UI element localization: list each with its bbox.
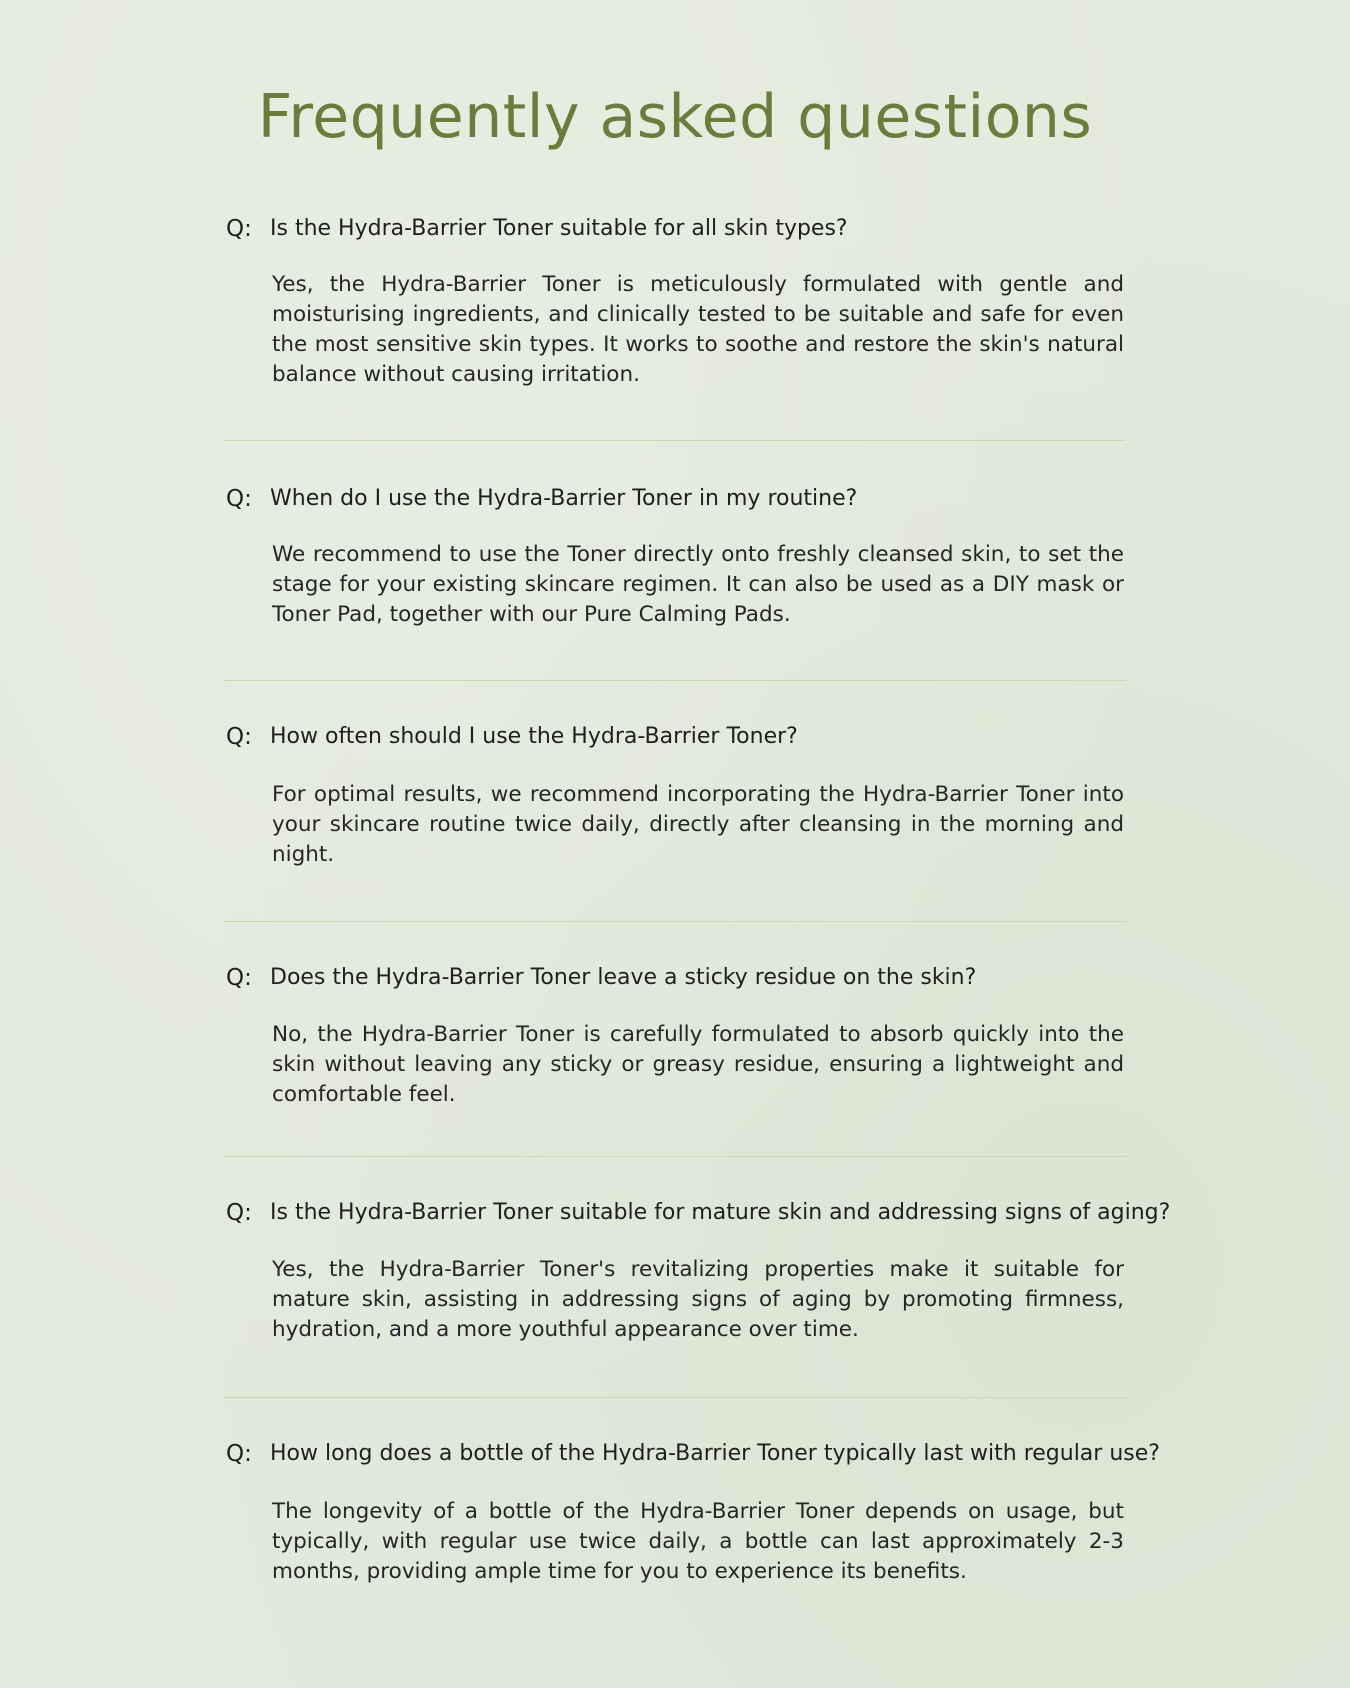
faq-item: [224, 486, 1124, 627]
question-text: Does the Hydra-Barrier Toner leave a sticky residue on the skin?: [270, 965, 977, 990]
faq-divider: [224, 921, 1126, 922]
question-text: Is the Hydra-Barrier Toner suitable for mature skin and addressing signs of aging?: [270, 1200, 1171, 1225]
page-title: Frequently asked questions: [257, 82, 1093, 152]
question-label: Q:: [226, 724, 252, 750]
question-label: Q:: [226, 1200, 252, 1226]
faq-question-row: [224, 724, 1124, 760]
faq-item: [224, 1200, 1171, 1342]
faq-item: [224, 216, 1124, 387]
question-label: Q:: [226, 965, 252, 991]
faq-divider: [224, 1397, 1126, 1398]
answer-text: Yes, the Hydra-Barrier Toner's revitalizing properties make it suitable for mature skin, assisting in addressing signs of aging by promoting firmness, hydration, and a more youthful appearance over time.: [272, 1257, 1124, 1342]
answer-text: For optimal results, we recommend incorporating the Hydra-Barrier Toner into your skincare routine twice daily, directly after cleansing in the morning and night.: [272, 782, 1124, 867]
faq-item: [224, 724, 1124, 867]
answer-text: The longevity of a bottle of the Hydra-Barrier Toner depends on usage, but typically, with regular use twice daily, a bottle can last approximately 2-3 months, providing ample time for you to experience its benefits.: [272, 1499, 1124, 1584]
question-text: Is the Hydra-Barrier Toner suitable for all skin types?: [270, 216, 848, 241]
question-text: When do I use the Hydra-Barrier Toner in my routine?: [270, 486, 858, 511]
faq-question-row: [224, 1441, 1160, 1477]
answer-text: No, the Hydra-Barrier Toner is carefully formulated to absorb quickly into the skin without leaving any sticky or greasy residue, ensuring a lightweight and comfortable feel.: [272, 1022, 1124, 1107]
question-text: How often should I use the Hydra-Barrier Toner?: [270, 724, 798, 749]
faq-question-row: [224, 965, 1124, 1001]
faq-item: [224, 965, 1124, 1107]
faq-question-row: [224, 486, 1124, 522]
faq-divider: [224, 440, 1126, 441]
faq-question-row: [224, 216, 1124, 252]
answer-text: Yes, the Hydra-Barrier Toner is meticulously formulated with gentle and moisturising ingredients, and clinically tested to be suitable and safe for even the most sensitive skin types. It works to soothe and restore the skin's natural balance without causing irritation.: [272, 272, 1124, 387]
question-text: How long does a bottle of the Hydra-Barrier Toner typically last with regular use?: [270, 1441, 1160, 1466]
question-label: Q:: [226, 1441, 252, 1467]
question-label: Q:: [226, 486, 252, 512]
faq-divider: [224, 1156, 1126, 1157]
faq-question-row: [224, 1200, 1171, 1236]
faq-divider: [224, 680, 1126, 681]
answer-text: We recommend to use the Toner directly onto freshly cleansed skin, to set the stage for your existing skincare regimen. It can also be used as a DIY mask or Toner Pad, together with our Pure Calming Pads.: [272, 542, 1124, 627]
faq-item: [224, 1441, 1160, 1584]
question-label: Q:: [226, 216, 252, 242]
